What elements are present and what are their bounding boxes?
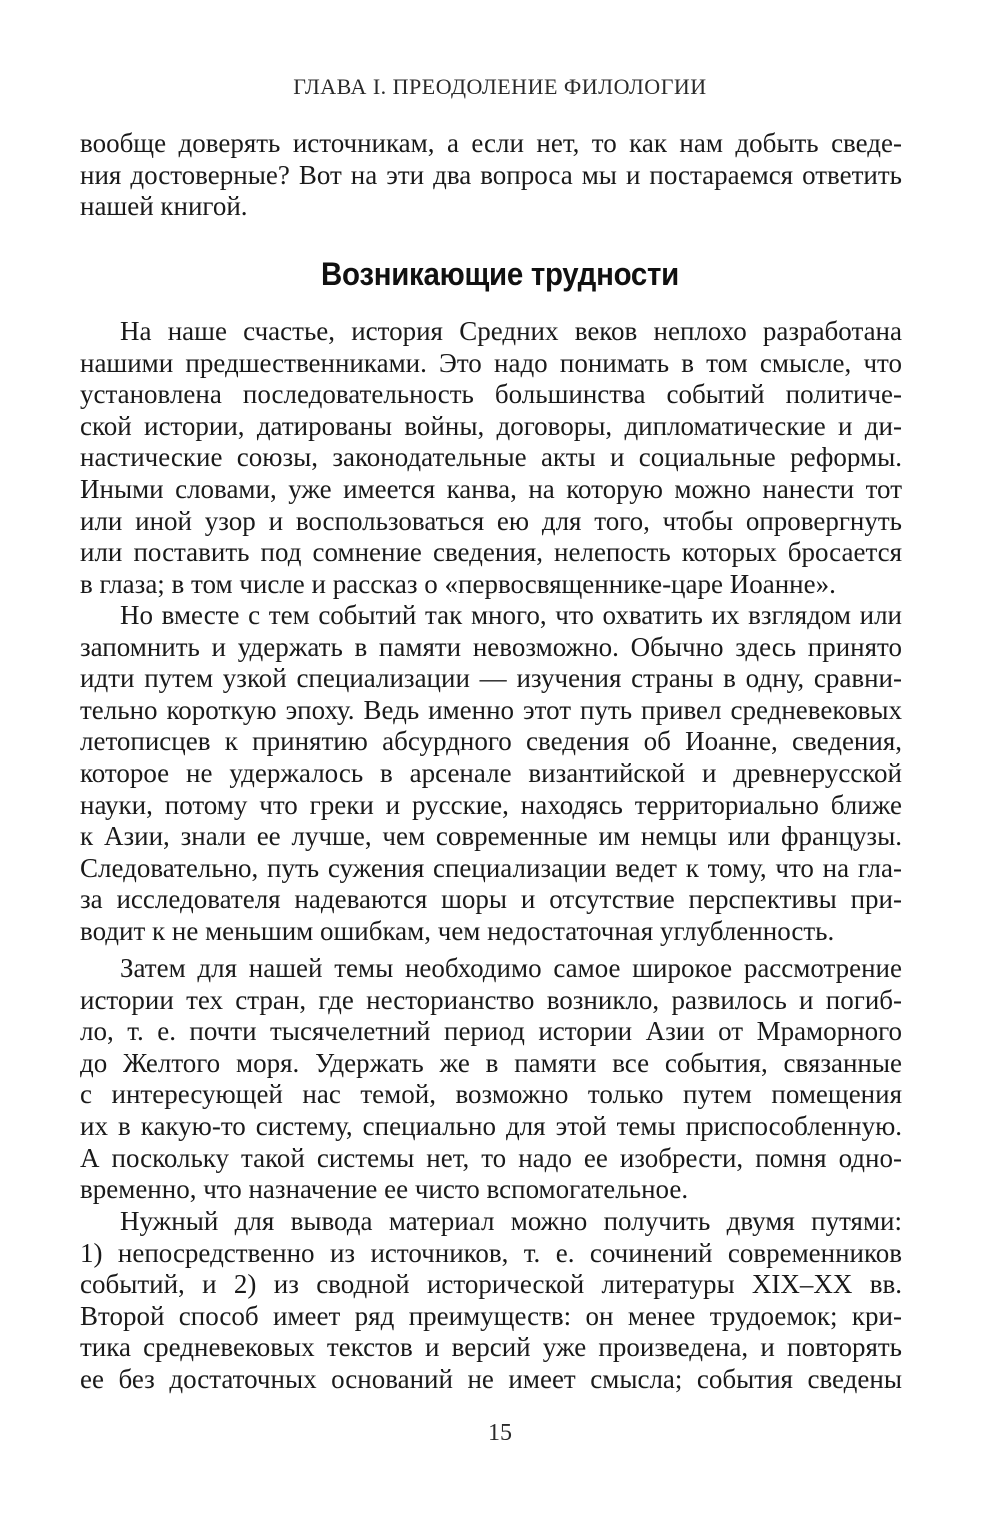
text-line: установлена последовательность большинства событий политиче-	[80, 379, 902, 410]
text-line: Нужный для вывода материал можно получить двумя путями:	[120, 1206, 902, 1236]
text-line: вообще доверять источникам, а если нет, то как нам добыть сведе-	[80, 128, 902, 158]
text-line: до Желтого моря. Удержать же в памяти все события, связанные	[80, 1047, 902, 1078]
text-line: Иными словами, уже имеется канва, на которую можно нанести тот	[80, 473, 902, 504]
text-line: летописцев к принятию абсурдного сведения об Иоанне, сведения,	[80, 726, 902, 757]
text-line: ее без достаточных оснований не имеет смысла; события сведены	[80, 1363, 902, 1394]
paragraph-1	[80, 316, 902, 600]
text-line: Следовательно, путь сужения специализации ведет к тому, что на гла-	[80, 852, 902, 883]
text-line: тельно короткую эпоху. Ведь именно этот путь привел средневековых	[80, 694, 902, 725]
text-line: водит к не меньшим ошибкам, чем недостаточная углубленность.	[80, 915, 835, 946]
text-line: ния достоверные? Вот на эти два вопроса мы и постараемся ответить	[80, 159, 902, 190]
text-line: Второй способ имеет ряд преимуществ: он менее трудоемок; кри-	[80, 1300, 902, 1331]
text-line: тика средневековых текстов и версий уже произведена, и повторять	[80, 1332, 902, 1363]
text-line: или поставить под сомнение сведения, нелепость которых бросается	[80, 537, 902, 568]
text-line: их в какую-то систему, специально для этой темы приспособленную.	[80, 1110, 902, 1141]
text-line: которое не удержалось в арсенале византийской и древнерусской	[80, 757, 902, 788]
text-line: к Азии, знали ее лучше, чем современные им немцы или французы.	[80, 821, 902, 852]
text-line: нашими предшественниками. Это надо понимать в том смысле, что	[80, 347, 902, 378]
text-line: А поскольку такой системы нет, то надо ее изобрести, помня одно-	[80, 1142, 902, 1173]
text-line: с интересующей нас темой, возможно только путем помещения	[80, 1079, 902, 1110]
text-line: нашей книгой.	[80, 191, 248, 222]
text-line: временно, что назначение ее чисто вспомогательное.	[80, 1174, 689, 1205]
section-heading: Возникающие трудности	[321, 256, 679, 292]
text-line: ло, т. е. почти тысячелетний период истории Азии от Мраморного	[80, 1016, 902, 1047]
text-line: Затем для нашей темы необходимо самое широкое рассмотрение	[120, 953, 902, 983]
text-line: настические союзы, законодательные акты и социальные реформы.	[80, 442, 902, 473]
text-line: событий, и 2) из сводной исторической литературы XIX–XX вв.	[80, 1269, 902, 1300]
text-line: идти путем узкой специализации — изучения страны в одну, сравни-	[80, 663, 902, 694]
paragraph-3	[80, 953, 902, 1206]
text-line: 1) непосредственно из источников, т. е. сочинений современников	[80, 1237, 902, 1268]
text-line: науки, потому что греки и русские, находясь территориально ближе	[80, 789, 902, 820]
text-line: запомнить и удержать в памяти невозможно. Обычно здесь принято	[80, 631, 902, 662]
page-number: 15	[488, 1420, 512, 1446]
text-line: в глаза; в том числе и рассказ о «первосвященнике-царе Иоанне».	[80, 568, 836, 599]
text-line: ской истории, датированы войны, договоры, дипломатические и ди-	[80, 410, 902, 441]
text-line: Но вместе с тем событий так много, что охватить их взглядом или	[120, 600, 902, 630]
text-line: или иной узор и воспользоваться ею для того, чтобы опровергнуть	[80, 505, 902, 536]
paragraph-4	[80, 1206, 902, 1396]
paragraph-2	[80, 600, 902, 948]
text-line: истории тех стран, где несторианство возникло, развилось и погиб-	[80, 984, 902, 1015]
text-line: На наше счастье, история Средних веков неплохо разработана	[120, 316, 902, 346]
running-head: ГЛАВА I. ПРЕОДОЛЕНИЕ ФИЛОЛОГИИ	[293, 74, 707, 99]
text-line: за исследователя надеваются шоры и отсутствие перспективы при-	[80, 884, 902, 915]
intro-paragraph	[80, 128, 902, 223]
